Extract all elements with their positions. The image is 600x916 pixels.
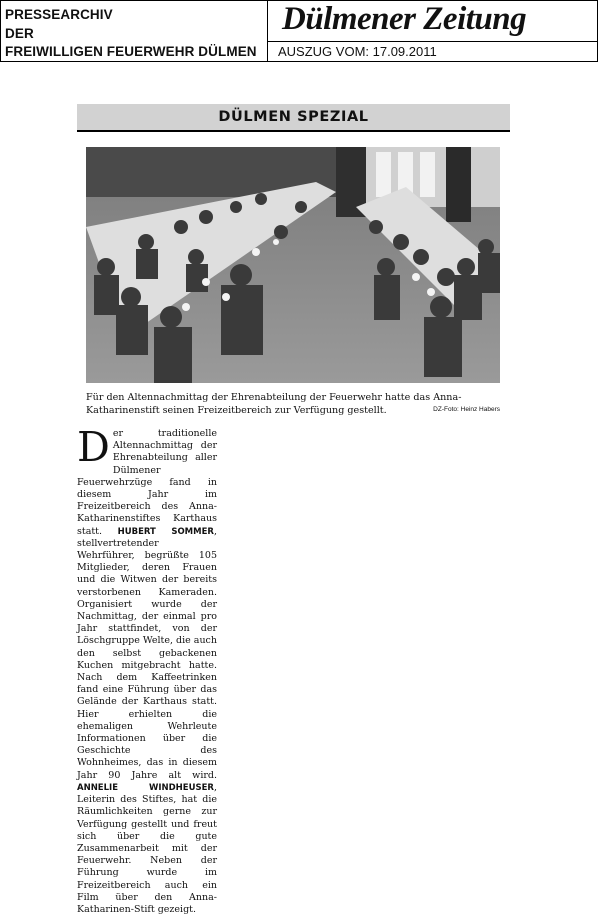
group-photo-image [86,147,500,383]
archive-line-3: FREIWILLIGEN FEUERWEHR DÜLMEN [5,44,257,59]
photo-credit: DZ-Foto: Heinz Habers [433,406,500,413]
article-body [77,423,217,916]
article-text-2: , stellvertretender Wehrführer, begrüßte 105 Mitglieder, deren Frauen und die Witwen der bereits verstorbenen Kameraden. Organisiert wurde der Nachmittag, der einmal pro Jahr stattfindet, von der Löschgruppe Welte, die auch den selbst gebackenen Kuchen mitgebracht hatte. Nach dem Kaffeetrinken fand eine Führung über das Gelände der Karthaus statt. Hier erhielten die ehemaligen Wehrleute Informationen über die Geschichte des Wohnheimes, das in diesem Jahr 90 Jahre alt wird. [77,525,217,781]
photo-caption: Für den Altennachmittag der Ehrenabteilung der Feuerwehr hatte das Anna-Katharinenstift seinen Freizeitbereich zur Verfügung gestellt. [86,392,462,416]
excerpt-date: AUSZUG VOM: 17.09.2011 [278,44,437,59]
section-title: DÜLMEN SPEZIAL [218,109,369,125]
person-name-2: ANNELIE WINDHEUSER [77,782,214,793]
archive-line-1: PRESSEARCHIV [5,7,113,22]
article-text-3: , Leiterin des Stiftes, hat die Räumlichkeiten gerne zur Verfügung gestellt und freut sich über die gute Zusammenarbeit mit der Feuerwehr. Neben der Führung wurde im Freizeitbereich auch ein Film über den Anna-Katharinen-Stift gezeigt. [77,781,217,915]
press-archive-header [0,0,598,62]
newspaper-masthead [268,1,597,61]
drop-cap: D [77,423,110,471]
masthead-divider [268,41,597,42]
person-name-1: HUBERT SOMMER [117,526,214,537]
section-title-bar [77,104,510,132]
article-text-1: er traditionelle Altennachmittag der Ehrenabteilung aller Dülmener Feuerwehrzüge fand in diesem Jahr im Freizeitbereich des Anna-Katharinenstiftes Karthaus statt. [77,428,217,537]
newspaper-logo: Dülmener Zeitung [282,1,527,37]
article-photo [86,147,500,383]
archive-line-2: DER [5,25,34,41]
archive-label [1,1,268,61]
